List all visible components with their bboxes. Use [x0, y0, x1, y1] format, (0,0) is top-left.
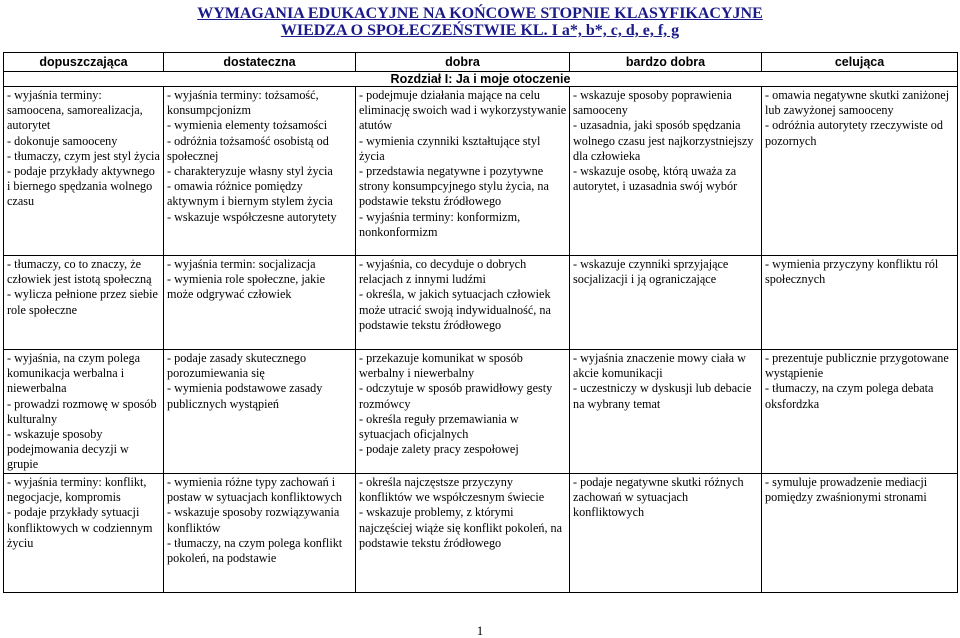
page-number: 1 [476, 623, 484, 638]
header-cell-grade: dobra [356, 53, 570, 72]
table-cell: - wymienia przyczyny konfliktu ról społecznych [762, 256, 958, 350]
table-cell: - podejmuje działania mające na celu eliminację swoich wad i wykorzystywanie atutów - wymienia czynniki kształtujące styl życia - przedstawia negatywne i pozytywne strony konsumpcyjnego stylu życia, na podstawie tekstu źródłowego - wyjaśnia terminy: konformizm, nonkonformizm [356, 87, 570, 256]
table-cell: - wyjaśnia, na czym polega komunikacja werbalna i niewerbalna - prowadzi rozmowę w sposób kulturalny - wskazuje sposoby podejmowania decyzji w grupie [4, 350, 164, 474]
document-title-line2: WIEDZA O SPOŁECZEŃSTWIE KL. I a*, b*, c, d, e, f, g [280, 22, 680, 39]
section-title: Rozdział I: Ja i moje otoczenie [4, 72, 958, 87]
table-cell: - wyjaśnia terminy: konflikt, negocjacje, kompromis - podaje przykłady sytuacji konfliktowych w codziennym życiu [4, 474, 164, 593]
table-cell: - wyjaśnia termin: socjalizacja - wymienia role społeczne, jakie może odgrywać człowiek [164, 256, 356, 350]
requirements-table [3, 52, 958, 593]
header-cell-grade: dostateczna [164, 53, 356, 72]
table-cell: - przekazuje komunikat w sposób werbalny i niewerbalny - odczytuje w sposób prawidłowy gesty rozmówcy - określa reguły przemawiania w sytuacjach oficjalnych - podaje zalety pracy zespołowej [356, 350, 570, 474]
header-cell-grade: bardzo dobra [570, 53, 762, 72]
table-cell: - podaje negatywne skutki różnych zachowań w sytuacjach konfliktowych [570, 474, 762, 593]
table-cell: - wyjaśnia znaczenie mowy ciała w akcie komunikacji - uczestniczy w dyskusji lub debacie na wybrany temat [570, 350, 762, 474]
document-title-line1: WYMAGANIA EDUKACYJNE NA KOŃCOWE STOPNIE KLASYFIKACYJNE [197, 5, 763, 22]
table-cell: - wyjaśnia terminy: samoocena, samorealizacja, autorytet - dokonuje samooceny - tłumaczy, czym jest styl życia - podaje przykłady aktywnego i biernego spędzania wolnego czasu [4, 87, 164, 256]
table-cell: - symuluje prowadzenie mediacji pomiędzy zwaśnionymi stronami [762, 474, 958, 593]
table-cell: - prezentuje publicznie przygotowane wystąpienie - tłumaczy, na czym polega debata oksfordzka [762, 350, 958, 474]
table-row [4, 474, 958, 593]
table-cell: - wskazuje czynniki sprzyjające socjalizacji i ją ograniczające [570, 256, 762, 350]
table-cell: - wskazuje sposoby poprawienia samooceny - uzasadnia, jaki sposób spędzania wolnego czasu jest najkorzystniejszy dla człowieka - wskazuje osobę, którą uważa za autorytet, i uzasadnia swój wybór [570, 87, 762, 256]
grade-header-row [4, 53, 958, 72]
table-cell: - wymienia różne typy zachowań i postaw w sytuacjach konfliktowych - wskazuje sposoby rozwiązywania konfliktów - tłumaczy, na czym polega konflikt pokoleń, na podstawie [164, 474, 356, 593]
table-cell: - określa najczęstsze przyczyny konfliktów we współczesnym świecie - wskazuje problemy, z którymi najczęściej wiąże się konflikt pokoleń, na podstawie tekstu źródłowego [356, 474, 570, 593]
table-row [4, 87, 958, 256]
table-cell: - wyjaśnia, co decyduje o dobrych relacjach z innymi ludźmi - określa, w jakich sytuacjach człowiek może utracić swoją indywidualność, na podstawie tekstu źródłowego [356, 256, 570, 350]
table-cell: - omawia negatywne skutki zaniżonej lub zawyżonej samooceny - odróżnia autorytety rzeczywiste od pozornych [762, 87, 958, 256]
header-cell-grade: celująca [762, 53, 958, 72]
header-cell-grade: dopuszczająca [4, 53, 164, 72]
section-row [4, 72, 958, 87]
table-cell: - podaje zasady skutecznego porozumiewania się - wymienia podstawowe zasady publicznych wystąpień [164, 350, 356, 474]
table-cell: - tłumaczy, co to znaczy, że człowiek jest istotą społeczną - wylicza pełnione przez siebie role społeczne [4, 256, 164, 350]
table-row [4, 350, 958, 474]
table-row [4, 256, 958, 350]
table-cell: - wyjaśnia terminy: tożsamość, konsumpcjonizm - wymienia elementy tożsamości - odróżnia tożsamość osobistą od społecznej - charakteryzuje własny styl życia - omawia różnice pomiędzy aktywnym i biernym stylem życia - wskazuje współczesne autorytety [164, 87, 356, 256]
